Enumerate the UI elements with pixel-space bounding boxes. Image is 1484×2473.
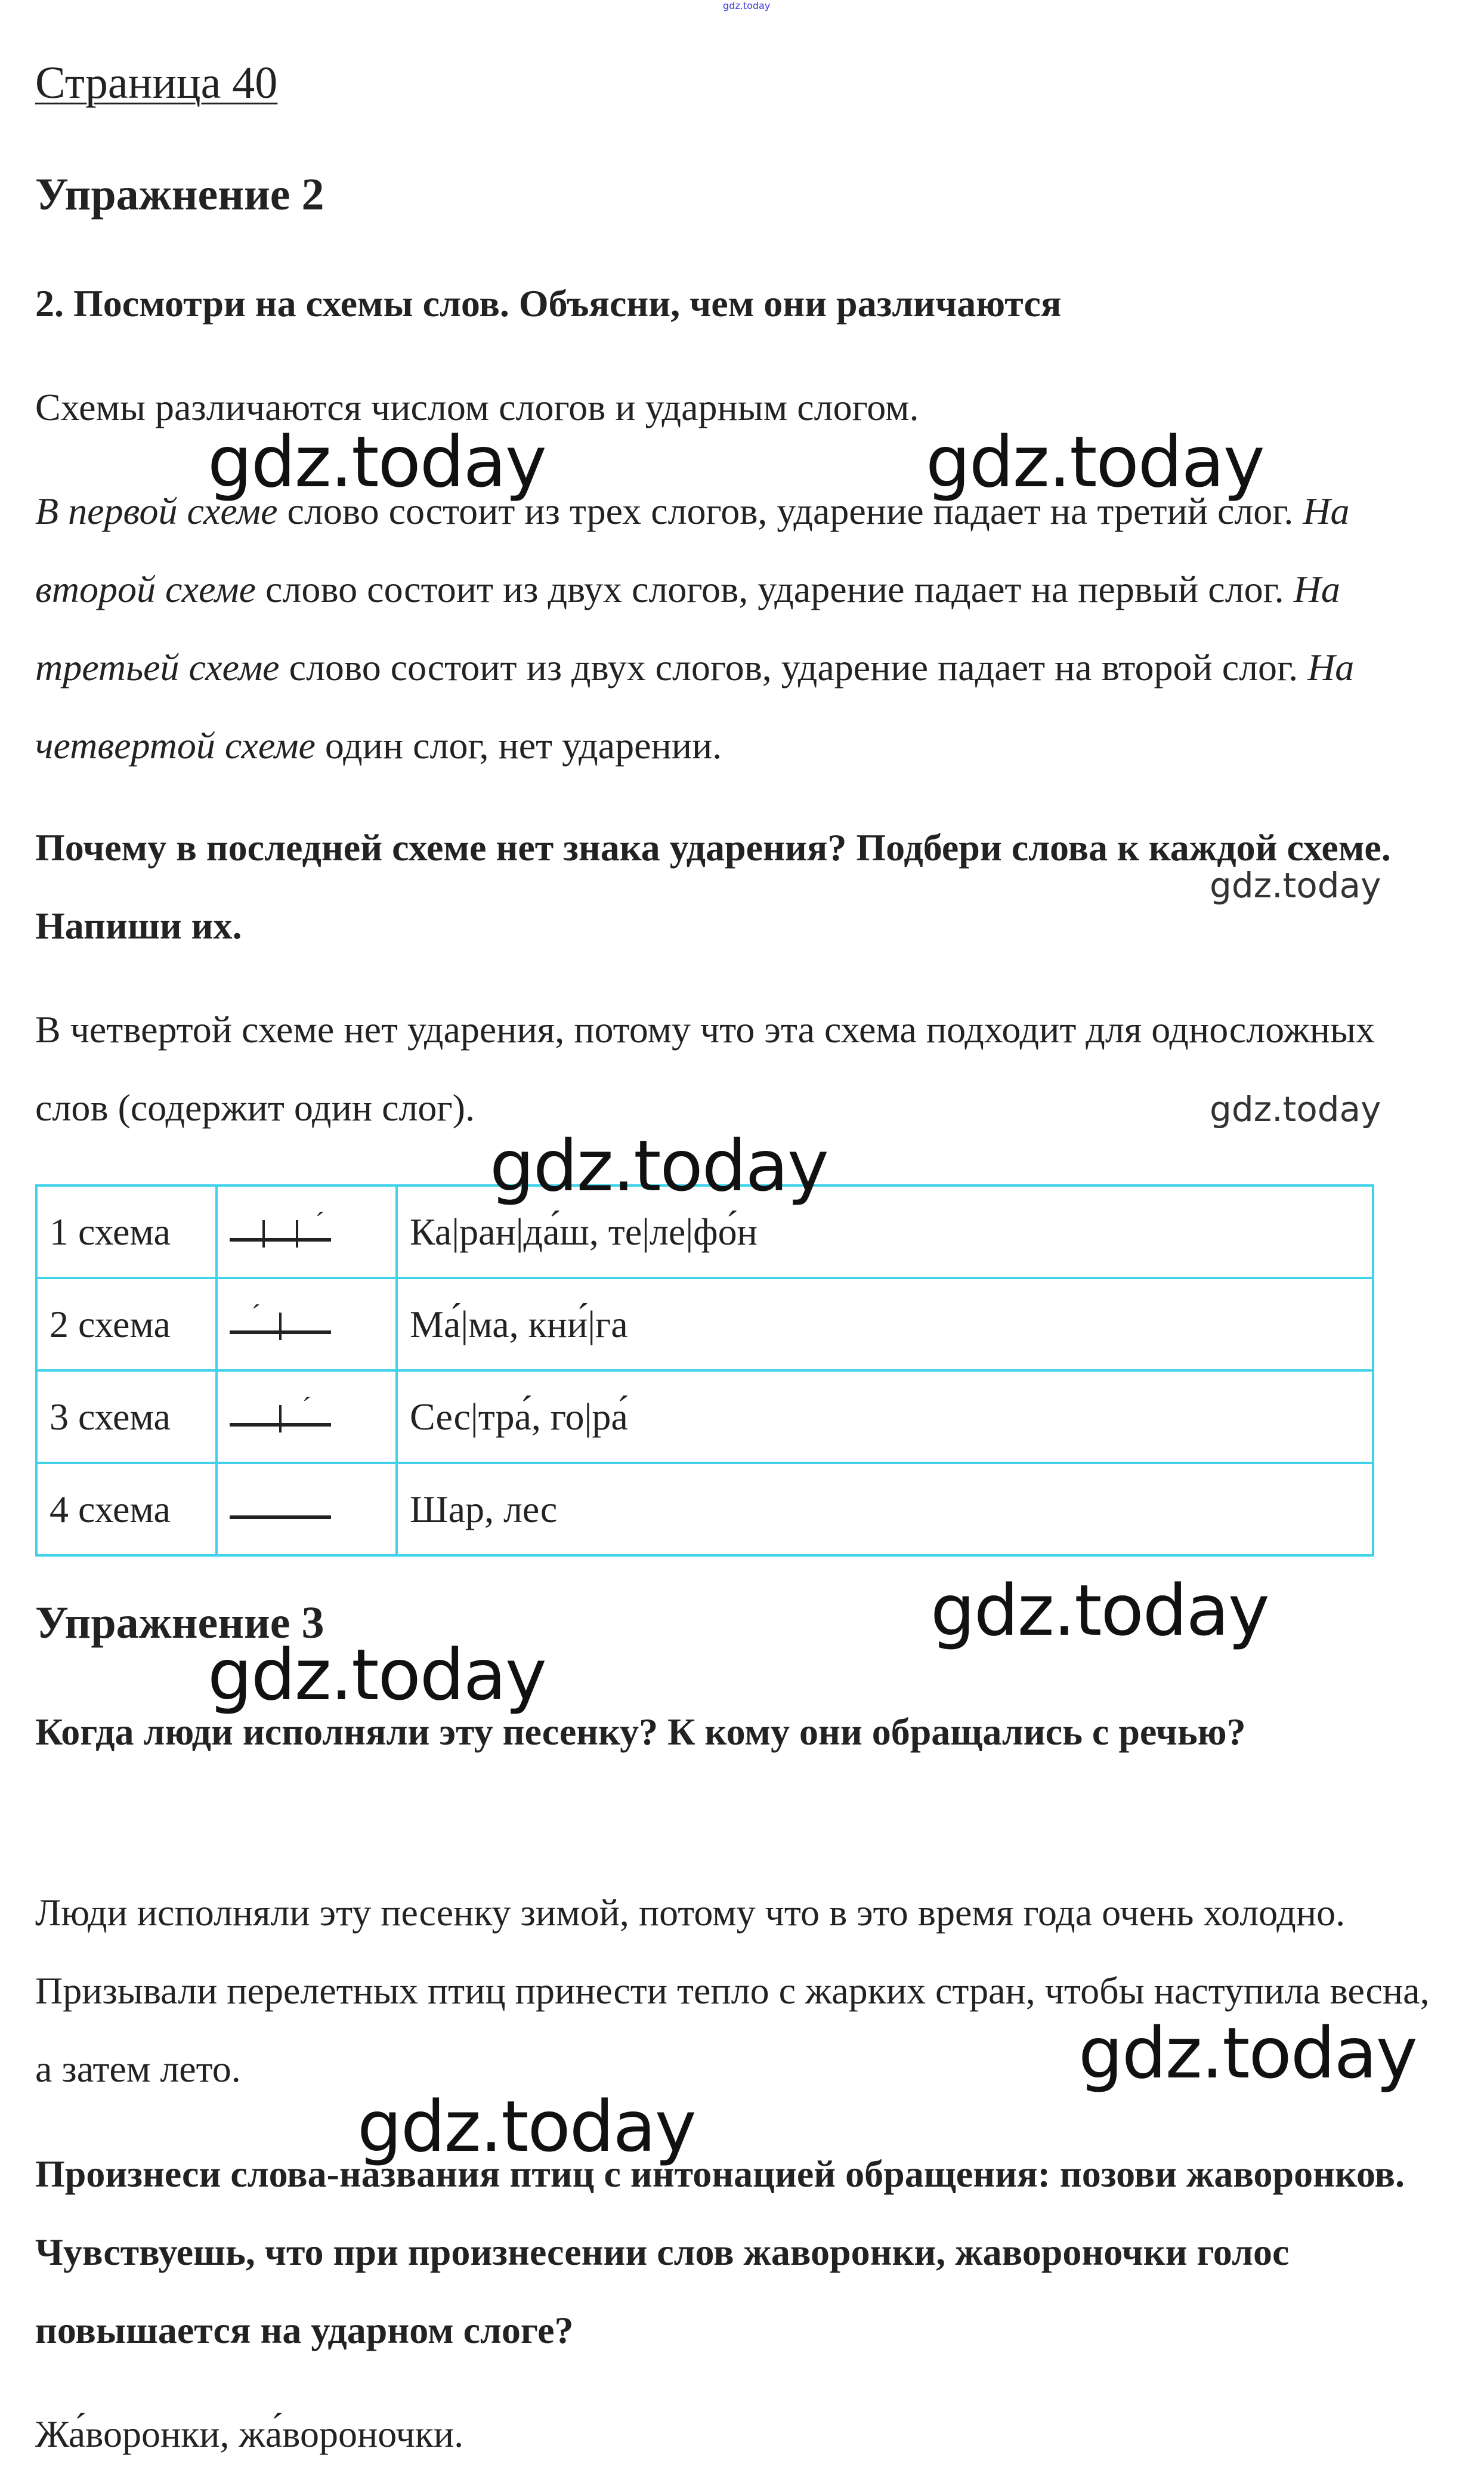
example-words: Ма́|ма, кни́|га — [397, 1278, 1373, 1370]
scheme-reference: На четвертой схеме — [35, 646, 1355, 767]
word-scheme-icon — [230, 1208, 337, 1256]
syllable-divider — [279, 1313, 282, 1340]
scheme-diagram-cell — [217, 1278, 397, 1370]
exercise-2-answer-2: В четвертой схеме нет ударения, потому что эта схема подходит для односложных слов (содержит один слог). — [35, 1008, 1375, 1129]
word-scheme-icon — [230, 1393, 337, 1441]
syllable-divider — [296, 1220, 298, 1248]
table-row — [36, 1370, 1373, 1463]
schemes-table — [35, 1184, 1374, 1557]
syllable-divider — [279, 1405, 282, 1432]
answer-text: один слог, нет ударении. — [315, 724, 722, 767]
word-scheme-icon — [230, 1298, 337, 1348]
table-row — [36, 1278, 1373, 1370]
watermark: gdz.today — [357, 2085, 695, 2168]
page-title: Страница 40 — [35, 58, 278, 108]
scheme-label: 2 схема — [36, 1278, 217, 1370]
example-words: Шар, лес — [397, 1463, 1373, 1555]
exercise-2-title: Упражнение 2 — [35, 169, 324, 220]
syllable-divider — [262, 1220, 265, 1248]
watermark: gdz.today — [208, 421, 546, 503]
answer-text: слово состоит из двух слогов, ударение падает на второй слог. — [279, 646, 1308, 689]
answer-text: слово состоит из двух слогов, ударение падает на первый слог. — [256, 568, 1294, 610]
example-words: Ка|ран|да́ш, те|ле|фо́н — [397, 1185, 1373, 1278]
word-line — [230, 1515, 331, 1519]
stress-mark-icon: ´ — [302, 1391, 311, 1422]
scheme-diagram-cell — [217, 1370, 397, 1463]
exercise-3-question-2: Произнеси слова-названия птиц с интонацией обращения: позови жаворонков. Чувствуешь, что при произнесении слов жаворонки, жавороночки голос повышается на ударном слоге? — [35, 2153, 1405, 2351]
example-words: Сес|тра́, го|ра́ — [397, 1370, 1373, 1463]
scheme-label: 1 схема — [36, 1185, 217, 1278]
scheme-reference: На второй схеме — [35, 490, 1350, 610]
answer-text: слово состоит из трех слогов, ударение падает на третий слог. — [277, 490, 1303, 532]
exercise-2-question-1: 2. Посмотри на схемы слов. Объясни, чем они различаются — [35, 282, 1062, 325]
exercise-2-answer-1 — [35, 472, 1455, 785]
scheme-label: 3 схема — [36, 1370, 217, 1463]
exercise-3-answer-2: Жа́воронки, жа́вороночки. — [35, 2413, 464, 2455]
stress-mark-icon: ´ — [251, 1298, 261, 1329]
scheme-reference: В первой схеме — [35, 490, 278, 532]
watermark: gdz.today — [490, 1125, 828, 1207]
scheme-diagram-cell — [217, 1463, 397, 1555]
watermark: gdz.today — [926, 421, 1264, 503]
watermark: gdz.today — [1210, 1089, 1381, 1129]
stress-mark-icon: ´ — [315, 1206, 324, 1237]
watermark: gdz.today — [208, 1634, 546, 1716]
exercise-2-answer-1-intro: Схемы различаются числом слогов и ударным слогом. — [35, 386, 919, 428]
watermark: gdz.today — [930, 1569, 1269, 1651]
watermark: gdz.today — [1210, 865, 1381, 906]
scheme-diagram-cell — [217, 1185, 397, 1278]
exercise-2-question-2: Почему в последней схеме нет знака ударения? Подбери слова к каждой схеме. Напиши их. — [35, 826, 1391, 947]
scheme-label: 4 схема — [36, 1463, 217, 1555]
word-line — [230, 1238, 331, 1242]
exercise-3-answer-1: Люди исполняли эту песенку зимой, потому что в это время года очень холодно. Призывали перелетных птиц принести тепло с жарких стран, чтобы наступила весна, а затем лето. — [35, 1891, 1430, 2090]
top-watermark: gdz.today — [723, 0, 771, 11]
word-scheme-icon — [230, 1486, 337, 1533]
watermark: gdz.today — [1078, 2012, 1417, 2094]
exercise-3-question-1: Когда люди исполняли эту песенку? К кому они обращались с речью? — [35, 1711, 1246, 1753]
exercise-3-title: Упражнение 3 — [35, 1598, 324, 1648]
scheme-reference: На третьей схеме — [35, 568, 1340, 689]
table-row — [36, 1463, 1373, 1555]
